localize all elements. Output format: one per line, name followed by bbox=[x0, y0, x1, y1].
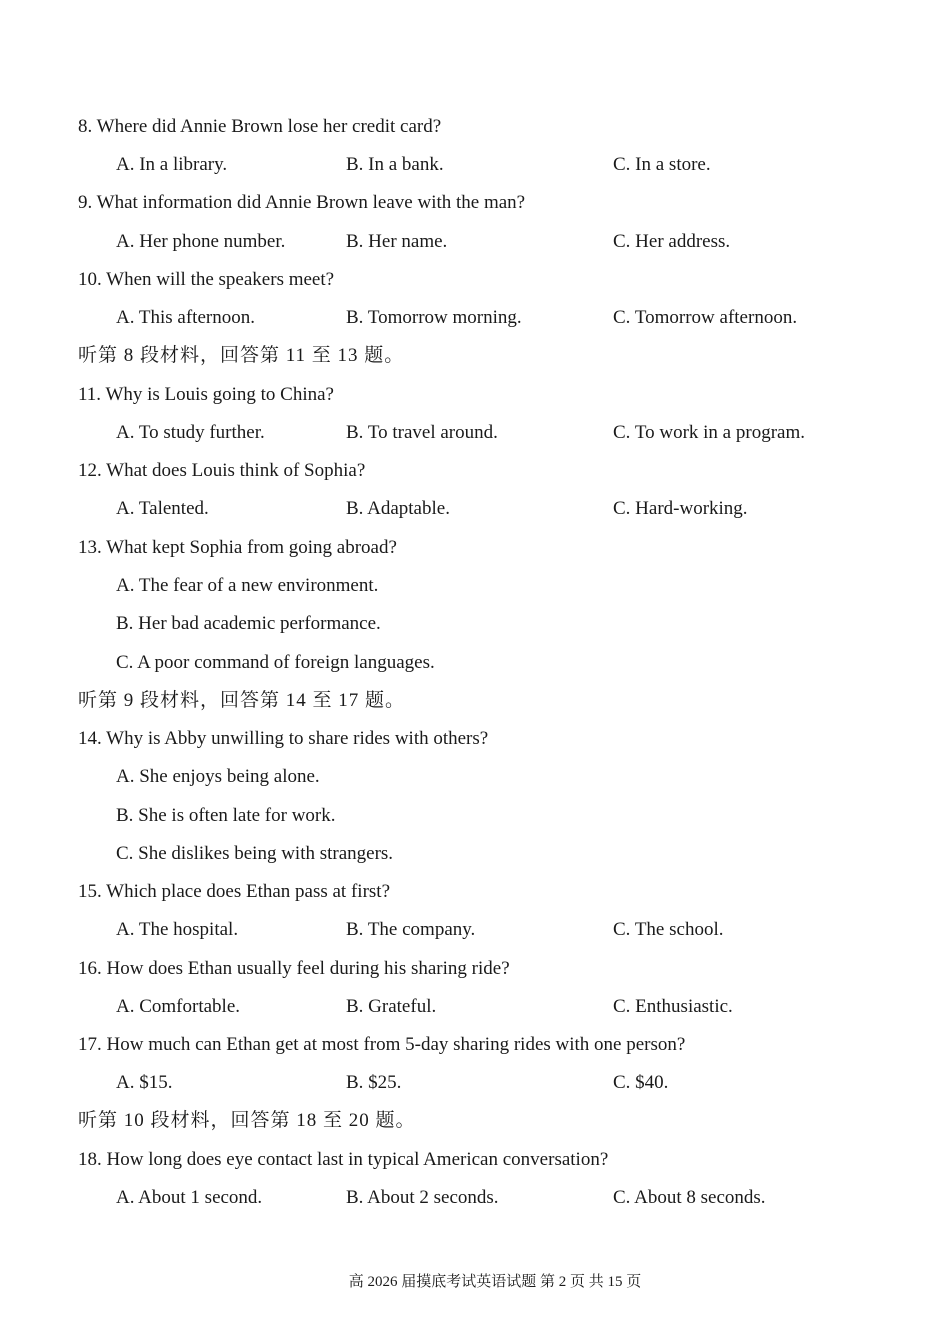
question-13: 13. What kept Sophia from going abroad? bbox=[78, 537, 397, 558]
question-11: 11. Why is Louis going to China? bbox=[78, 384, 334, 405]
q9-option-c: C. Her address. bbox=[613, 231, 731, 252]
q15-option-b: B. The company. bbox=[346, 919, 476, 940]
q8-option-b: B. In a bank. bbox=[346, 154, 444, 175]
q14-option-c: C. She dislikes being with strangers. bbox=[116, 843, 394, 864]
q18-option-b: B. About 2 seconds. bbox=[346, 1187, 499, 1208]
q13-option-b: B. Her bad academic performance. bbox=[116, 613, 381, 634]
q10-option-a: A. This afternoon. bbox=[116, 307, 255, 328]
q9-option-b: B. Her name. bbox=[346, 231, 448, 252]
q13-option-c: C. A poor command of foreign languages. bbox=[116, 652, 435, 673]
q10-option-b: B. Tomorrow morning. bbox=[346, 307, 522, 328]
q17-option-b: B. $25. bbox=[346, 1072, 402, 1093]
q18-option-a: A. About 1 second. bbox=[116, 1187, 263, 1208]
q11-option-b: B. To travel around. bbox=[346, 422, 498, 443]
q16-option-a: A. Comfortable. bbox=[116, 996, 241, 1017]
q13-option-a: A. The fear of a new environment. bbox=[116, 575, 379, 596]
page-footer: 高 2026 届摸底考试英语试题 第 2 页 共 15 页 bbox=[348, 1274, 642, 1290]
q14-option-b: B. She is often late for work. bbox=[116, 805, 336, 826]
q11-option-a: A. To study further. bbox=[116, 422, 265, 443]
q8-option-c: C. In a store. bbox=[613, 154, 711, 175]
q17-option-a: A. $15. bbox=[116, 1072, 173, 1093]
q8-option-a: A. In a library. bbox=[116, 154, 228, 175]
question-18: 18. How long does eye contact last in typical American conversation? bbox=[78, 1149, 609, 1170]
question-10: 10. When will the speakers meet? bbox=[78, 269, 335, 290]
q9-option-a: A. Her phone number. bbox=[116, 231, 286, 252]
q12-option-c: C. Hard-working. bbox=[613, 498, 748, 519]
section-8-instruction: 听第 8 段材料，回答第 11 至 13 题。 bbox=[78, 345, 405, 366]
section-9-instruction: 听第 9 段材料，回答第 14 至 17 题。 bbox=[78, 690, 406, 711]
q15-option-a: A. The hospital. bbox=[116, 919, 239, 940]
q16-option-b: B. Grateful. bbox=[346, 996, 437, 1017]
question-15: 15. Which place does Ethan pass at first? bbox=[78, 881, 390, 902]
question-9: 9. What information did Annie Brown leave with the man? bbox=[78, 192, 526, 213]
q12-option-b: B. Adaptable. bbox=[346, 498, 450, 519]
section-10-instruction: 听第 10 段材料，回答第 18 至 20 题。 bbox=[78, 1110, 416, 1131]
q14-option-a: A. She enjoys being alone. bbox=[116, 766, 320, 787]
q10-option-c: C. Tomorrow afternoon. bbox=[613, 307, 798, 328]
question-16: 16. How does Ethan usually feel during his sharing ride? bbox=[78, 958, 510, 979]
question-17: 17. How much can Ethan get at most from 5-day sharing rides with one person? bbox=[78, 1034, 686, 1055]
q12-option-a: A. Talented. bbox=[116, 498, 209, 519]
question-8: 8. Where did Annie Brown lose her credit card? bbox=[78, 116, 442, 137]
q18-option-c: C. About 8 seconds. bbox=[613, 1187, 766, 1208]
question-12: 12. What does Louis think of Sophia? bbox=[78, 460, 366, 481]
question-14: 14. Why is Abby unwilling to share rides with others? bbox=[78, 728, 489, 749]
q16-option-c: C. Enthusiastic. bbox=[613, 996, 733, 1017]
q11-option-c: C. To work in a program. bbox=[613, 422, 805, 443]
q15-option-c: C. The school. bbox=[613, 919, 724, 940]
q17-option-c: C. $40. bbox=[613, 1072, 669, 1093]
